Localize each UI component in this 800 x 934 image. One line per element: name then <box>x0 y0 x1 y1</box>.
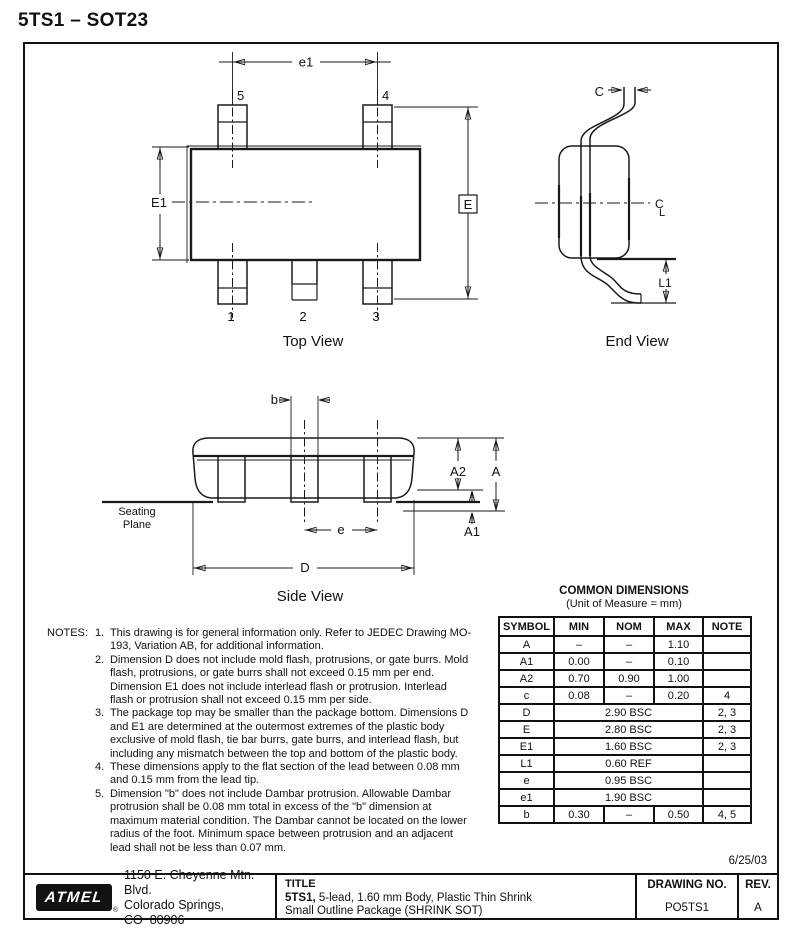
dim-label-E: E <box>463 197 473 212</box>
seating-plane-label-1: Seating <box>118 506 156 518</box>
drawing-number: PO5TS1 <box>664 902 710 914</box>
note-item: 1. This drawing is for general information only. Refer to JEDEC Drawing MO-193, Variation AB, for additional information. <box>94 627 472 653</box>
svg-text:L: L <box>659 207 666 219</box>
drawing-number-label: DRAWING NO. <box>647 879 727 891</box>
notes-list <box>95 627 472 855</box>
common-dimensions <box>498 585 750 824</box>
dim-label-A1: A1 <box>464 524 480 539</box>
page-title: 5TS1 – SOT23 <box>18 10 149 31</box>
revision-cell <box>739 875 777 920</box>
title-cell <box>277 875 637 920</box>
dim-row: E 2.80 BSC 2, 3 <box>499 721 751 738</box>
company-address: 1150 E. Cheyenne Mtn. Blvd. Colorado Springs, CO 80906 <box>124 867 255 927</box>
drawing-number-cell <box>637 875 739 920</box>
dim-row: e 0.95 BSC <box>499 772 751 789</box>
dim-row: A2 0.70 0.90 1.00 <box>499 670 751 687</box>
revision-date: 6/25/03 <box>728 855 767 867</box>
dim-label-D: D <box>300 560 310 575</box>
dim-row: L1 0.60 REF <box>499 755 751 772</box>
pin-label-1: 1 <box>227 309 235 324</box>
pin-label-3: 3 <box>372 309 380 324</box>
dim-row: b 0.30 – 0.50 4, 5 <box>499 806 751 823</box>
title-label: TITLE <box>285 878 316 890</box>
dim-label-e1: e1 <box>298 54 314 70</box>
note-item: 3. The package top may be smaller than the package bottom. Dimensions D and E1 are determined at the outermost extremes of the plastic body exclusive of mold flash, tie bar burrs, gate burrs, and interlead flash, but including any mismatch between the top and bottom of the plastic body. <box>94 707 469 760</box>
drawing-title-line2: Small Outline Package (SHRINK SOT) <box>285 905 483 917</box>
dim-label-e: e <box>337 522 345 537</box>
pin-label-4: 4 <box>382 88 390 103</box>
notes-heading: NOTES: <box>47 627 88 639</box>
pin-label-2: 2 <box>299 309 307 324</box>
revision-label: REV. <box>745 879 771 891</box>
dim-label-L1: L1 <box>658 276 672 290</box>
note-item: 5. Dimension "b" does not include Dambar protrusion. Allowable Dambar protrusion shall be 0.08 mm total in excess of the "b" dimension at maximum material condition. The Dambar cannot be located on the lower radius of the foot. Minimum space between protrusion and an adjacent lead shall not be less than 0.07 mm. <box>94 787 467 854</box>
dim-label-b: b <box>270 392 278 407</box>
table-title: COMMON DIMENSIONS <box>559 585 689 597</box>
atmel-logo: ATMEL ® <box>36 884 112 911</box>
note-item: 2. Dimension D does not include mold flash, protrusions, or gate burrs. Mold flash, protrusions, or gate burrs shall not exceed 0.15 mm per end. Dimension E1 does not include interlead flash or protrusion. Interlead flash or protrusion shall not exceed 0.15 mm per side. <box>94 653 469 707</box>
col-header: MAX <box>654 617 703 636</box>
registered-mark: ® <box>112 907 118 914</box>
drawing-title-line1: 5TS1, 5-lead, 1.60 mm Body, Plastic Thin Shrink <box>285 891 532 904</box>
table-subtitle: (Unit of Measure = mm) <box>566 598 682 610</box>
dim-row: D 2.90 BSC 2, 3 <box>499 704 751 721</box>
dimensions-table <box>498 616 752 824</box>
top-view-caption: Top View <box>282 333 344 350</box>
col-header: NOTE <box>703 617 751 636</box>
dim-row: e1 1.90 BSC <box>499 789 751 806</box>
col-header: MIN <box>554 617 604 636</box>
revision-value: A <box>754 902 762 914</box>
dim-label-C: C <box>594 84 604 99</box>
dim-row: A – – 1.10 <box>499 636 751 653</box>
title-block <box>23 867 779 927</box>
note-item: 4. These dimensions apply to the flat section of the lead between 0.08 mm and 0.15 mm from the lead tip. <box>94 761 460 787</box>
col-header: NOM <box>604 617 654 636</box>
end-view-caption: End View <box>605 333 669 350</box>
side-view-caption: Side View <box>276 588 344 605</box>
table-header-row <box>499 617 751 636</box>
pin-label-5: 5 <box>237 88 245 103</box>
col-header: SYMBOL <box>499 617 554 636</box>
notes-section <box>47 627 483 855</box>
svg-text:C: C <box>655 197 664 211</box>
dim-label-A2: A2 <box>450 464 466 479</box>
dim-label-E1: E1 <box>151 195 167 210</box>
dim-row: c 0.08 – 0.20 4 <box>499 687 751 704</box>
company-cell <box>23 867 277 927</box>
dim-row: E1 1.60 BSC 2, 3 <box>499 738 751 755</box>
dim-row: A1 0.00 – 0.10 <box>499 653 751 670</box>
seating-plane-label-2: Plane <box>122 519 152 531</box>
dim-label-A: A <box>491 464 501 479</box>
